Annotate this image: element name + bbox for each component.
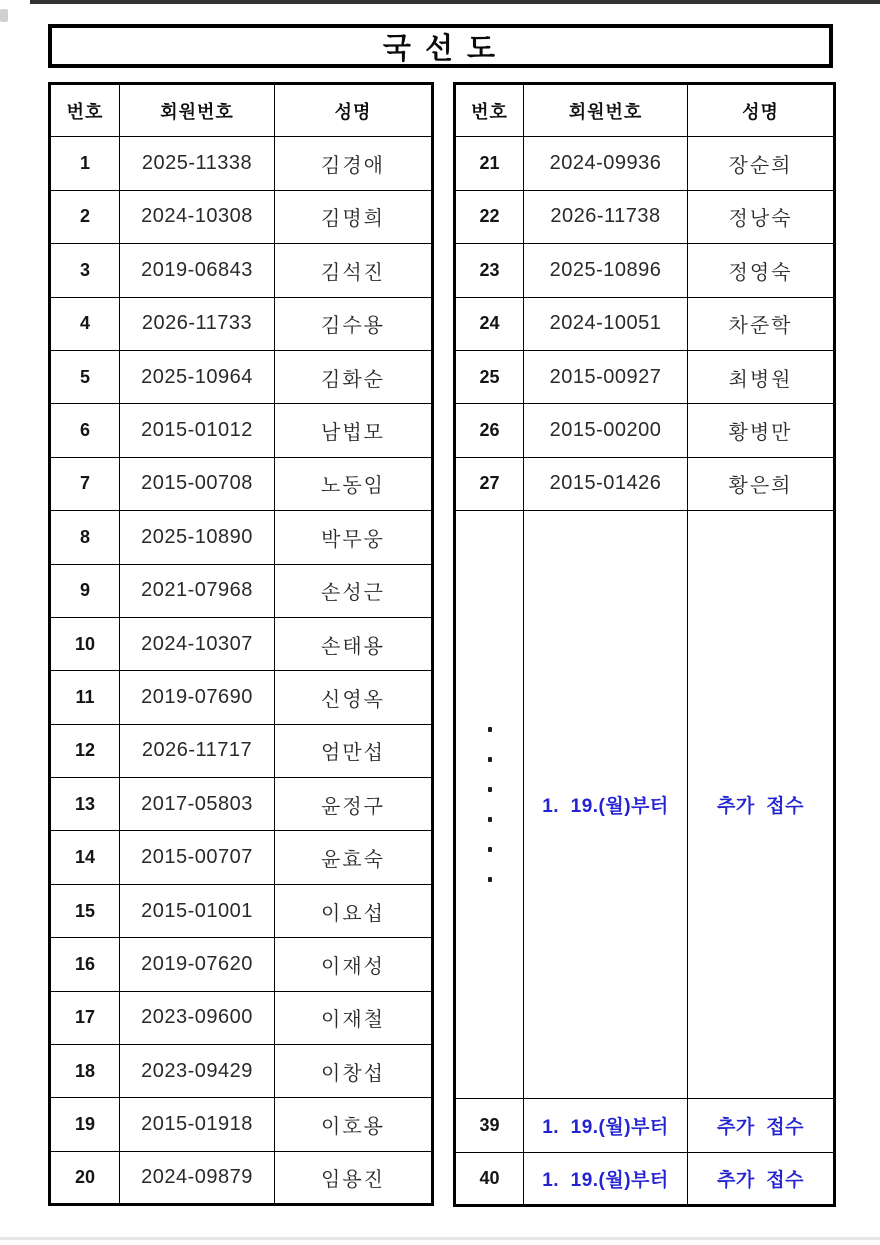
member-id: 2015-00927 (524, 350, 688, 403)
row-number: 4 (50, 297, 120, 350)
dot-icon (488, 727, 492, 732)
member-id: 2023-09600 (120, 991, 275, 1044)
member-name: 이창섭 (275, 1045, 433, 1098)
row-number: 15 (50, 884, 120, 937)
member-id: 2015-00200 (524, 404, 688, 457)
row-number: 10 (50, 617, 120, 670)
column-header-member-id: 회원번호 (120, 84, 275, 137)
table-row (50, 137, 433, 190)
member-name: 윤정구 (275, 778, 433, 831)
scan-smudge (0, 9, 8, 22)
member-name: 신영옥 (275, 671, 433, 724)
member-name: 이호용 (275, 1098, 433, 1151)
page-title: 국 선 도 (382, 32, 499, 65)
row-number: 24 (455, 297, 524, 350)
column-header-number: 번호 (50, 84, 120, 137)
column-header-member-id: 회원번호 (524, 84, 688, 137)
row-number: 3 (50, 244, 120, 297)
member-name: 김명희 (275, 190, 433, 243)
row-number: 27 (455, 457, 524, 510)
member-name: 황병만 (688, 404, 835, 457)
row-number: 7 (50, 457, 120, 510)
member-name: 김석진 (275, 244, 433, 297)
member-id: 2024-09879 (120, 1151, 275, 1204)
row-number: 22 (455, 190, 524, 243)
member-name: 손성근 (275, 564, 433, 617)
table-row (50, 511, 433, 564)
member-name: 황은희 (688, 457, 835, 510)
member-id: 2023-09429 (120, 1045, 275, 1098)
member-table-right (453, 82, 836, 1207)
row-number: 21 (455, 137, 524, 190)
additional-registration-label: 추가 접수 (688, 511, 835, 1099)
member-id: 2024-09936 (524, 137, 688, 190)
additional-registration-label: 추가 접수 (688, 1152, 835, 1205)
member-id: 2026-11738 (524, 190, 688, 243)
page-bottom-edge-artifact (0, 1237, 880, 1240)
row-number: 19 (50, 1098, 120, 1151)
member-id: 2025-11338 (120, 137, 275, 190)
row-number: 13 (50, 778, 120, 831)
table-row (50, 938, 433, 991)
table-row (455, 350, 835, 403)
table-row (50, 297, 433, 350)
member-name: 차준학 (688, 297, 835, 350)
table-row (50, 1098, 433, 1151)
member-name: 이재철 (275, 991, 433, 1044)
table-row (455, 404, 835, 457)
table-row (455, 244, 835, 297)
member-id: 2019-07620 (120, 938, 275, 991)
member-id: 2025-10890 (120, 511, 275, 564)
row-number: 11 (50, 671, 120, 724)
member-id: 2024-10307 (120, 617, 275, 670)
table-row (50, 617, 433, 670)
dot-icon (488, 757, 492, 762)
table-row (455, 190, 835, 243)
row-number: 23 (455, 244, 524, 297)
member-name: 노동임 (275, 457, 433, 510)
member-name: 엄만섭 (275, 724, 433, 777)
member-name: 박무웅 (275, 511, 433, 564)
title-box (48, 24, 833, 68)
dot-icon (488, 817, 492, 822)
row-number: 40 (455, 1152, 524, 1205)
pending-rows-placeholder (455, 511, 835, 1099)
member-id: 2019-06843 (120, 244, 275, 297)
row-number: 17 (50, 991, 120, 1044)
table-row (50, 1045, 433, 1098)
row-number: 25 (455, 350, 524, 403)
row-number: 14 (50, 831, 120, 884)
table-row (50, 190, 433, 243)
member-id: 2015-01918 (120, 1098, 275, 1151)
header-row (50, 84, 433, 137)
table-row (50, 778, 433, 831)
member-id: 2015-01001 (120, 884, 275, 937)
row-number: 6 (50, 404, 120, 457)
row-number: 5 (50, 350, 120, 403)
table-row (50, 404, 433, 457)
member-id: 2019-07690 (120, 671, 275, 724)
member-id: 2015-00707 (120, 831, 275, 884)
table-row (50, 671, 433, 724)
table-row (455, 137, 835, 190)
table-row (455, 1099, 835, 1152)
row-number: 20 (50, 1151, 120, 1204)
ellipsis-cell (455, 511, 524, 1099)
member-id: 2026-11717 (120, 724, 275, 777)
table-row (455, 457, 835, 510)
member-name: 손태용 (275, 617, 433, 670)
table-row (50, 884, 433, 937)
member-name: 최병원 (688, 350, 835, 403)
table-row (50, 831, 433, 884)
member-name: 이재성 (275, 938, 433, 991)
table-row (50, 991, 433, 1044)
member-name: 김수용 (275, 297, 433, 350)
column-header-name: 성명 (275, 84, 433, 137)
member-id: 2025-10896 (524, 244, 688, 297)
member-name: 장순희 (688, 137, 835, 190)
member-id: 2015-00708 (120, 457, 275, 510)
member-table-left (48, 82, 434, 1206)
member-name: 임용진 (275, 1151, 433, 1204)
row-number: 8 (50, 511, 120, 564)
column-header-number: 번호 (455, 84, 524, 137)
member-id: 2026-11733 (120, 297, 275, 350)
vertical-ellipsis-icon (456, 727, 523, 882)
dot-icon (488, 877, 492, 882)
member-name: 이요섭 (275, 884, 433, 937)
member-id: 2024-10051 (524, 297, 688, 350)
member-name: 윤효숙 (275, 831, 433, 884)
table-row (50, 1151, 433, 1204)
table-row (50, 457, 433, 510)
row-number: 39 (455, 1099, 524, 1152)
column-header-name: 성명 (688, 84, 835, 137)
additional-registration-date: 1. 19.(월)부터 (524, 1099, 688, 1152)
additional-registration-label: 추가 접수 (688, 1099, 835, 1152)
row-number: 26 (455, 404, 524, 457)
row-number: 9 (50, 564, 120, 617)
member-name: 정낭숙 (688, 190, 835, 243)
page-top-edge-artifact (30, 0, 880, 4)
member-id: 2015-01426 (524, 457, 688, 510)
member-name: 정영숙 (688, 244, 835, 297)
row-number: 1 (50, 137, 120, 190)
member-id: 2025-10964 (120, 350, 275, 403)
row-number: 12 (50, 724, 120, 777)
table-row (50, 244, 433, 297)
member-id: 2021-07968 (120, 564, 275, 617)
member-name: 김경애 (275, 137, 433, 190)
member-id: 2017-05803 (120, 778, 275, 831)
member-name: 남법모 (275, 404, 433, 457)
table-row (455, 1152, 835, 1205)
row-number: 2 (50, 190, 120, 243)
dot-icon (488, 847, 492, 852)
table-row (455, 297, 835, 350)
table-row (50, 350, 433, 403)
header-row (455, 84, 835, 137)
member-id: 2015-01012 (120, 404, 275, 457)
row-number: 16 (50, 938, 120, 991)
row-number: 18 (50, 1045, 120, 1098)
additional-registration-date: 1. 19.(월)부터 (524, 1152, 688, 1205)
member-id: 2024-10308 (120, 190, 275, 243)
table-row (50, 724, 433, 777)
table-row (50, 564, 433, 617)
member-name: 김화순 (275, 350, 433, 403)
dot-icon (488, 787, 492, 792)
additional-registration-date: 1. 19.(월)부터 (524, 511, 688, 1099)
